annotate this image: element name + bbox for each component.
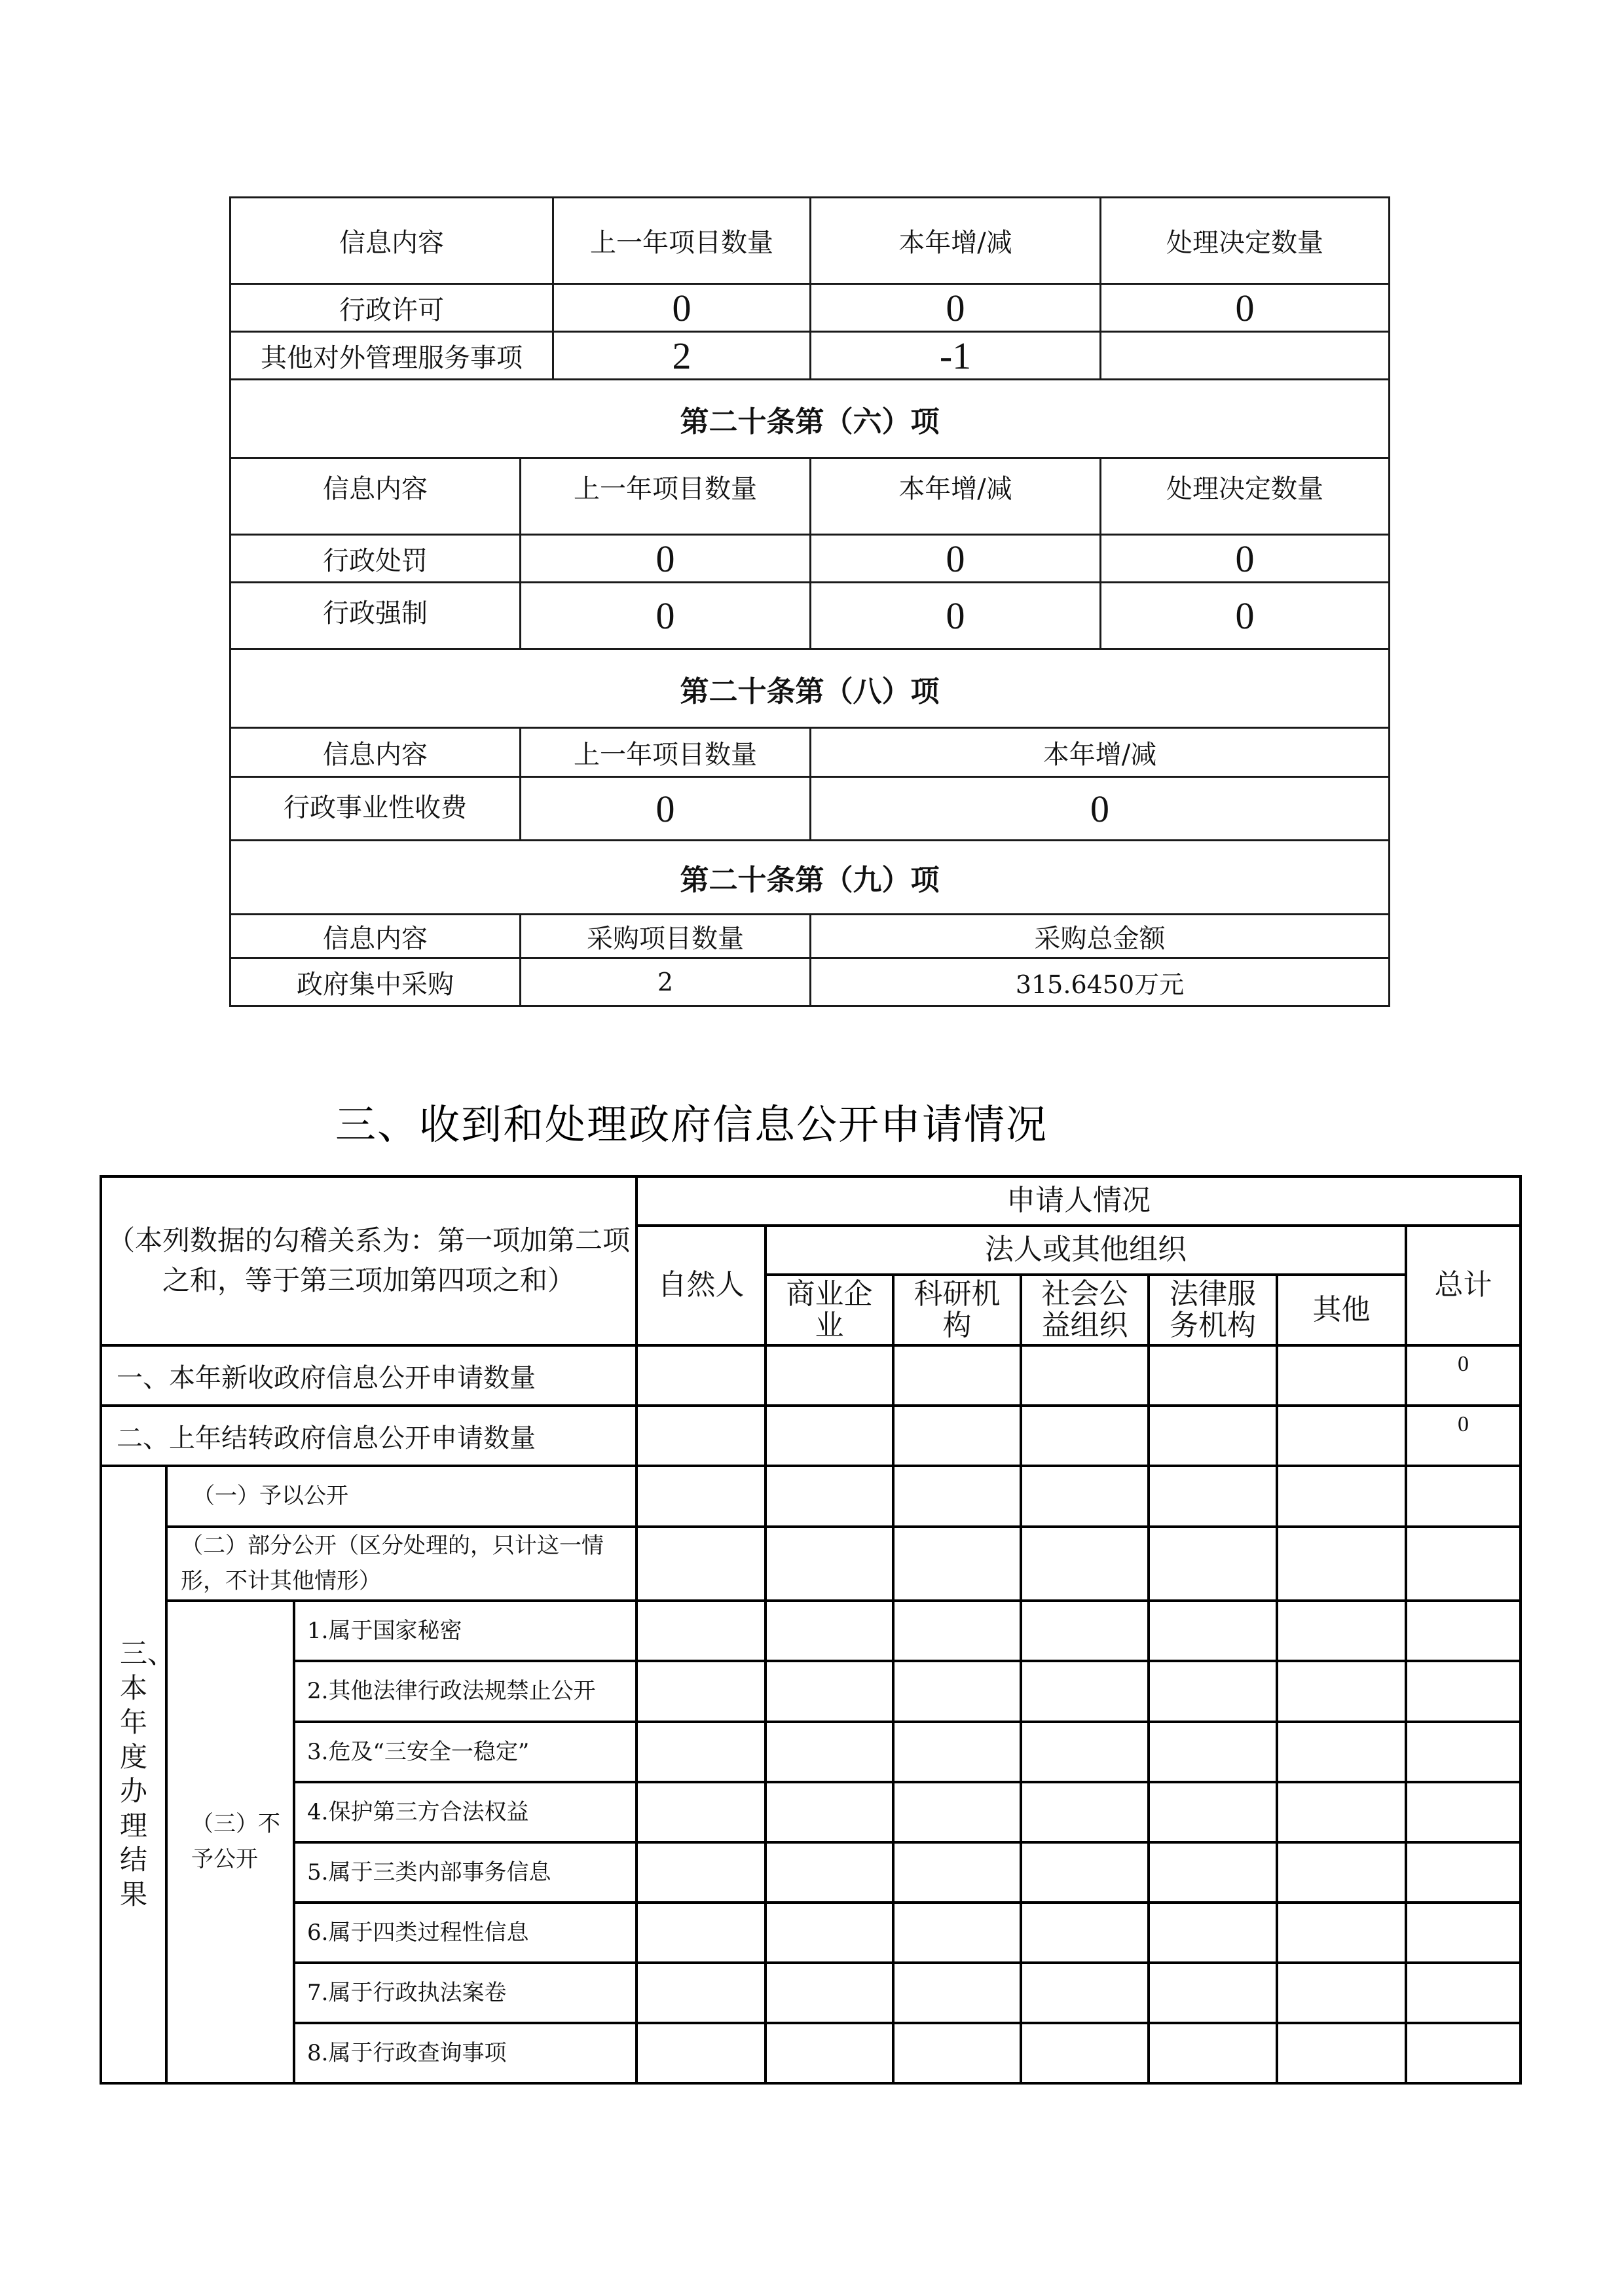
applicant-header: 申请人情况 [637,1176,1521,1226]
cell [893,1722,1021,1782]
cell [1149,1601,1277,1661]
row-label: （三）不予公开 [166,1601,294,2083]
cell [1021,1345,1149,1406]
cell [1021,1601,1149,1661]
row-label: 二、上年结转政府信息公开申请数量 [101,1406,637,1466]
cell [1149,1903,1277,1963]
table-row [101,1903,1521,1963]
cell [637,1527,766,1601]
cell [1149,1842,1277,1903]
table-row [231,284,1390,332]
row-label: 7.属于行政执法案卷 [294,1963,637,2023]
row-label: （一）予以公开 [166,1466,637,1527]
cell [893,1466,1021,1527]
change: 0 [811,535,1101,583]
cell [1149,1466,1277,1527]
row-label: 行政强制 [231,583,521,649]
group-label-cell [101,1466,175,2083]
cell [766,2023,893,2083]
group-label: 三、本年度办理结果 [120,1637,175,1910]
cell [1277,1527,1406,1601]
change: -1 [811,332,1101,380]
cell [1149,2023,1277,2083]
cell [1021,1527,1149,1601]
cell [1149,1722,1277,1782]
cell [766,1963,893,2023]
table-row [101,1345,1521,1406]
header-research-institution: 科研机构 [893,1275,1021,1345]
cell [766,1466,893,1527]
cell [1149,1963,1277,2023]
cell [1277,1782,1406,1842]
reconciliation-note: （本列数据的勾稽关系为：第一项加第二项之和，等于第三项加第四项之和） [101,1176,637,1345]
table-row [101,1601,1521,1661]
cell [637,1722,766,1782]
table-row [231,583,1390,649]
section-heading: 三、收到和处理政府信息公开申请情况 [335,1101,1048,1148]
row-label: 行政事业性收费 [231,777,521,841]
cell [1149,1527,1277,1601]
cell [766,1406,893,1466]
cell [766,1722,893,1782]
row-label: 2.其他法律行政法规禁止公开 [294,1661,637,1722]
row-label: 1.属于国家秘密 [294,1601,637,1661]
cell [893,1903,1021,1963]
header-legal-service-org: 法律服务机构 [1149,1275,1277,1345]
cell [1406,1782,1521,1842]
cell [1406,1601,1521,1661]
row-label: （二）部分公开（区分处理的，只计这一情形，不计其他情形） [166,1527,637,1601]
table-row [231,535,1390,583]
cell [1149,1782,1277,1842]
table-row [101,1527,1521,1601]
cell [1277,1963,1406,2023]
cell [893,1406,1021,1466]
row-label: 行政处罚 [231,535,521,583]
cell [766,1345,893,1406]
cell [893,1661,1021,1722]
cell [1406,2023,1521,2083]
decision-count: 0 [1101,284,1390,332]
table-row [101,1661,1521,1722]
prev-count: 0 [521,583,811,649]
cell [1277,1601,1406,1661]
table-row [101,2023,1521,2083]
row-label: 3.危及“三安全一稳定” [294,1722,637,1782]
cell [766,1903,893,1963]
header-change: 本年增/减 [811,458,1101,535]
header-info-content: 信息内容 [231,458,521,535]
cell [637,1782,766,1842]
table-row [101,1406,1521,1466]
cell [1149,1345,1277,1406]
header-info-content: 信息内容 [231,915,521,958]
cell [1406,1466,1521,1527]
total-cell: 0 [1406,1406,1521,1466]
cell [1406,1527,1521,1601]
table-header-row [231,915,1390,958]
cell [1021,2023,1149,2083]
disclosure-items-table [229,196,1390,1007]
row-label: 政府集中采购 [231,958,521,1006]
header-other: 其他 [1277,1275,1406,1345]
table-row [101,1722,1521,1782]
table-header-row [231,728,1390,777]
cell [893,1963,1021,2023]
prev-count: 2 [553,332,811,380]
table-header-row [101,1176,1521,1226]
cell [766,1782,893,1842]
purchase-count: 2 [521,958,811,1006]
cell [1021,1466,1149,1527]
total-header: 总计 [1406,1226,1521,1345]
cell [766,1527,893,1601]
cell [1277,2023,1406,2083]
prev-count: 0 [521,535,811,583]
table-row [101,1782,1521,1842]
header-purchase-count: 采购项目数量 [521,915,811,958]
cell [766,1601,893,1661]
header-decision-count: 处理决定数量 [1101,198,1390,284]
row-label: 行政许可 [231,284,553,332]
cell [637,1842,766,1903]
legal-entity-header: 法人或其他组织 [766,1226,1406,1275]
table-header-row [231,458,1390,535]
cell [893,1842,1021,1903]
cell [1277,1842,1406,1903]
cell [1406,1661,1521,1722]
section-title-item-8: 第二十条第（八）项 [231,649,1390,728]
cell [1149,1406,1277,1466]
table-row [231,777,1390,841]
table-row [231,332,1390,380]
change: 0 [811,284,1101,332]
table-row [101,1963,1521,2023]
section-title-row [231,649,1390,728]
cell [1021,1903,1149,1963]
section-title-item-9: 第二十条第（九）项 [231,841,1390,915]
cell [1406,1842,1521,1903]
natural-person-header: 自然人 [637,1226,766,1345]
header-prev-count: 上一年项目数量 [521,728,811,777]
section-title-item-6: 第二十条第（六）项 [231,380,1390,458]
prev-count: 0 [521,777,811,841]
cell [893,1601,1021,1661]
cell [766,1661,893,1722]
header-change: 本年增/减 [811,728,1390,777]
cell [1277,1406,1406,1466]
prev-count: 0 [553,284,811,332]
section-title-row [231,380,1390,458]
cell [893,1345,1021,1406]
decision-count [1101,332,1390,380]
cell [893,1782,1021,1842]
cell [1406,1903,1521,1963]
cell [1021,1406,1149,1466]
cell [1277,1903,1406,1963]
cell [1406,1722,1521,1782]
row-label: 其他对外管理服务事项 [231,332,553,380]
cell [1277,1661,1406,1722]
cell [1406,1963,1521,2023]
cell [893,2023,1021,2083]
decision-count: 0 [1101,535,1390,583]
row-label: 8.属于行政查询事项 [294,2023,637,2083]
header-prev-count: 上一年项目数量 [553,198,811,284]
header-purchase-amount: 采购总金额 [811,915,1390,958]
table-row [231,958,1390,1006]
cell [1021,1661,1149,1722]
header-info-content: 信息内容 [231,728,521,777]
cell [1021,1722,1149,1782]
row-label: 4.保护第三方合法权益 [294,1782,637,1842]
header-info-content: 信息内容 [231,198,553,284]
table-row [101,1466,1521,1527]
change: 0 [811,583,1101,649]
cell [637,1466,766,1527]
table-header-row [231,198,1390,284]
cell [1277,1466,1406,1527]
purchase-amount: 315.6450万元 [811,958,1390,1006]
change: 0 [811,777,1390,841]
header-public-welfare-org: 社会公益组织 [1021,1275,1149,1345]
cell [1021,1963,1149,2023]
cell [1021,1842,1149,1903]
cell [766,1842,893,1903]
header-prev-count: 上一年项目数量 [521,458,811,535]
header-change: 本年增/减 [811,198,1101,284]
cell [637,1963,766,2023]
header-commercial-enterprise: 商业企业 [766,1275,893,1345]
table-row [101,1842,1521,1903]
total-cell: 0 [1406,1345,1521,1406]
row-label: 6.属于四类过程性信息 [294,1903,637,1963]
row-label: 5.属于三类内部事务信息 [294,1842,637,1903]
section-title-row [231,841,1390,915]
cell [637,2023,766,2083]
cell [637,1661,766,1722]
cell [1021,1782,1149,1842]
cell [637,1406,766,1466]
header-decision-count: 处理决定数量 [1101,458,1390,535]
applications-table [100,1175,1522,2085]
cell [637,1601,766,1661]
decision-count: 0 [1101,583,1390,649]
cell [637,1903,766,1963]
row-label: 一、本年新收政府信息公开申请数量 [101,1345,637,1406]
cell [893,1527,1021,1601]
cell [1149,1661,1277,1722]
cell [637,1345,766,1406]
cell [1277,1345,1406,1406]
cell [1277,1722,1406,1782]
